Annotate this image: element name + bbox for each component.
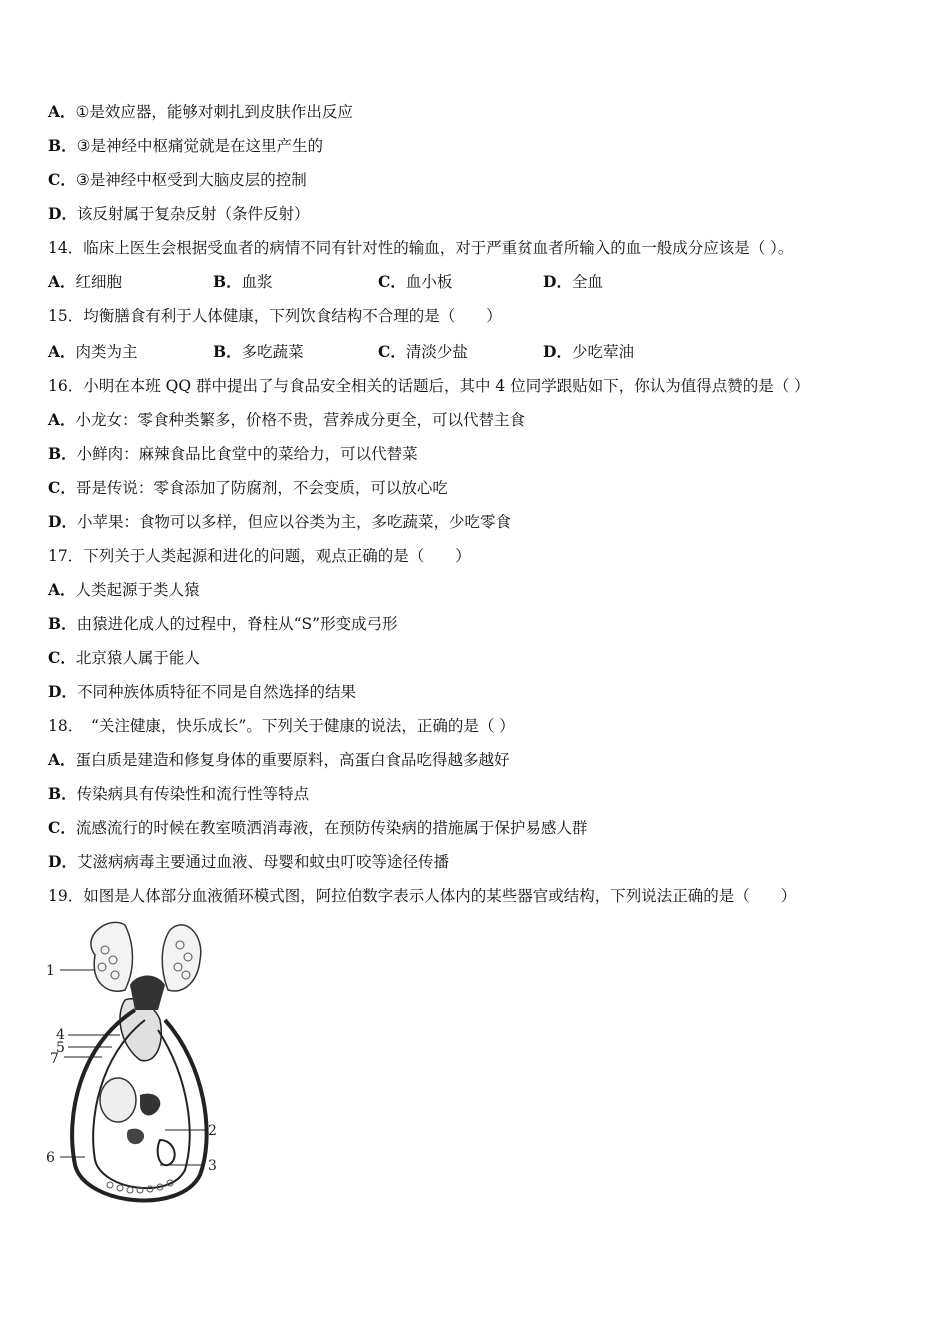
figure-label-1: 1: [46, 963, 55, 979]
option-label: D．: [48, 512, 77, 531]
option-label: A．: [48, 750, 76, 769]
option-text: 艾滋病病毒主要通过血液、母婴和蚊虫叮咬等途径传播: [76, 853, 449, 871]
option-label: B．: [48, 444, 77, 463]
figure-label-5: 5: [56, 1040, 65, 1056]
q18-option-d: [48, 852, 449, 872]
q15-option-a: [48, 342, 138, 362]
option-text: 全血: [571, 273, 603, 291]
q13-option-a: [48, 102, 353, 122]
option-text: 哥是传说：零食添加了防腐剂，不会变质，可以放心吃: [75, 479, 448, 497]
option-label: C．: [378, 272, 406, 291]
q13-option-c: [48, 170, 307, 190]
option-label: D．: [48, 852, 77, 871]
option-text: 该反射属于复杂反射（条件反射）: [76, 205, 310, 223]
option-text: 流感流行的时候在教室喷洒消毒液，在预防传染病的措施属于保护易感人群: [75, 819, 588, 837]
option-label: B．: [213, 272, 242, 291]
option-text: 清淡少盐: [405, 343, 468, 361]
right-lung: [162, 925, 201, 991]
option-text: 不同种族体质特征不同是自然选择的结果: [76, 683, 356, 701]
option-label: C．: [48, 170, 76, 189]
q17-option-c: [48, 648, 200, 668]
q14-stem: 14．临床上医生会根据受血者的病情不同有针对性的输血，对于严重贫血者所输入的血一般成分应该是（ ）。: [48, 239, 794, 257]
option-label: A．: [48, 102, 76, 121]
q14-option-d: [543, 272, 603, 292]
option-text: 少吃荤油: [571, 343, 634, 361]
option-text: 由猿进化成人的过程中，脊柱从“S”形变成弓形: [76, 615, 398, 633]
q15-option-d: [543, 342, 634, 362]
small-organ-loop: [158, 1140, 175, 1165]
option-label: A．: [48, 580, 76, 599]
blood-circulation-diagram: [40, 915, 240, 1225]
q13-option-d: [48, 204, 309, 224]
option-label: A．: [48, 272, 76, 291]
figure-label-7: 7: [50, 1051, 59, 1067]
option-label: B．: [48, 784, 77, 803]
option-text: ③是神经中枢受到大脑皮层的控制: [75, 171, 307, 189]
option-text: 肉类为主: [75, 343, 138, 361]
option-label: A．: [48, 410, 76, 429]
q18-option-b: [48, 784, 309, 804]
q16-option-d: [48, 512, 511, 532]
q15-option-b: [213, 342, 304, 362]
option-text: 血小板: [405, 273, 453, 291]
figure-label-6: 6: [46, 1150, 55, 1166]
option-label: C．: [48, 818, 76, 837]
option-label: C．: [48, 478, 76, 497]
figure-label-2: 2: [208, 1123, 217, 1139]
q18-stem: 18． “关注健康，快乐成长”。下列关于健康的说法，正确的是（ ）: [48, 717, 515, 735]
kidney: [127, 1129, 144, 1144]
q18-option-a: [48, 750, 510, 770]
liver: [100, 1078, 136, 1122]
q14-option-a: [48, 272, 122, 292]
option-text: 血浆: [241, 273, 273, 291]
option-label: D．: [543, 272, 572, 291]
option-text: ①是效应器，能够对刺扎到皮肤作出反应: [75, 103, 353, 121]
option-label: D．: [543, 342, 572, 361]
stomach: [140, 1094, 160, 1116]
option-label: B．: [213, 342, 242, 361]
figure-label-4: 4: [56, 1027, 65, 1043]
q18-option-c: [48, 818, 587, 838]
q13-option-b: [48, 136, 323, 156]
option-label: C．: [48, 648, 76, 667]
option-text: 小龙女：零食种类繁多，价格不贵，营养成分更全，可以代替主食: [75, 411, 526, 429]
q15-stem: 15．均衡膳食有利于人体健康，下列饮食结构不合理的是（ ）: [48, 307, 502, 325]
q16-option-c: [48, 478, 448, 498]
option-label: D．: [48, 204, 77, 223]
option-text: 北京猿人属于能人: [75, 649, 200, 667]
option-text: 人类起源于类人猿: [75, 581, 200, 599]
q17-option-a: [48, 580, 200, 600]
aorta: [130, 976, 165, 1010]
option-text: 小鲜肉：麻辣食品比食堂中的菜给力，可以代替菜: [76, 445, 418, 463]
option-text: 蛋白质是建造和修复身体的重要原料，高蛋白食品吃得越多越好: [75, 751, 510, 769]
q14-option-c: [378, 272, 452, 292]
option-text: 红细胞: [75, 273, 123, 291]
option-label: A．: [48, 342, 76, 361]
option-text: 小苹果：食物可以多样，但应以谷类为主，多吃蔬菜，少吃零食: [76, 513, 511, 531]
option-text: 传染病具有传染性和流行性等特点: [76, 785, 310, 803]
option-label: C．: [378, 342, 406, 361]
q16-option-a: [48, 410, 525, 430]
q15-option-c: [378, 342, 468, 362]
option-label: D．: [48, 682, 77, 701]
q17-option-d: [48, 682, 356, 702]
q17-stem: 17．下列关于人类起源和进化的问题，观点正确的是（ ）: [48, 547, 471, 565]
option-label: B．: [48, 614, 77, 633]
option-label: B．: [48, 136, 77, 155]
left-lung: [91, 922, 133, 991]
figure-label-3: 3: [208, 1158, 217, 1174]
q16-stem: 16．小明在本班 QQ 群中提出了与食品安全相关的话题后，其中 4 位同学跟贴如下，你认为值得点赞的是（ ）: [48, 377, 810, 395]
q19-stem: 19．如图是人体部分血液循环模式图，阿拉伯数字表示人体内的某些器官或结构，下列说法正确的是（ ）: [48, 887, 797, 905]
q17-option-b: [48, 614, 398, 634]
q16-option-b: [48, 444, 418, 464]
option-text: ③是神经中枢痛觉就是在这里产生的: [76, 137, 324, 155]
q14-option-b: [213, 272, 273, 292]
option-text: 多吃蔬菜: [241, 343, 304, 361]
